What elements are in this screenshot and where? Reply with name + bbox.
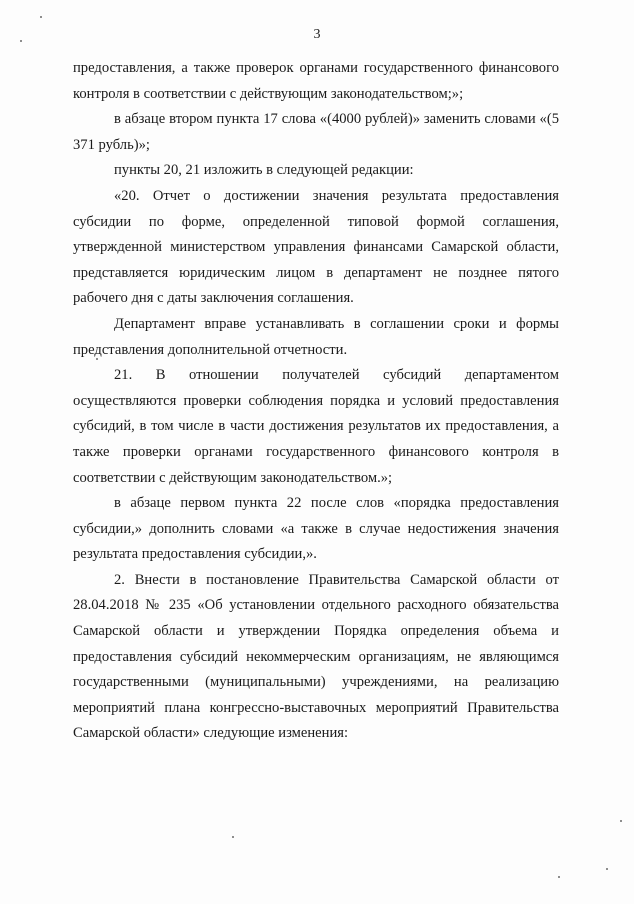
- scan-speck: [40, 16, 42, 18]
- paragraph-amend-point-17: в абзаце втором пункта 17 слова «(4000 рублей)» заменить словами «(5 371 рубль)»;: [73, 111, 559, 153]
- paragraph-point-20: «20. Отчет о достижении значения результата предоставления субсидии по форме, определенной типовой формой соглашения, утвержденной министерством управления финансами Самарской области, представляется юридическим лицом в департамент не позднее пятого рабочего дня с даты заключения соглашения.: [73, 187, 559, 307]
- paragraph-amend-point-22: в абзаце первом пункта 22 после слов «порядка предоставления субсидии,» дополнить словами «а также в случае недостижения значения результата предоставления субсидии,».: [73, 495, 559, 563]
- paragraph-department-reporting: Департамент вправе устанавливать в соглашении сроки и формы представления дополнительной отчетности.: [73, 315, 559, 358]
- scan-speck: [620, 820, 622, 822]
- scan-speck: [20, 40, 22, 42]
- page-number: 3: [313, 27, 321, 42]
- scan-speck: [232, 836, 234, 838]
- scan-speck: [558, 876, 560, 878]
- paragraph-continuation: предоставления, а также проверок органами государственного финансового контроля в соответствии с действующим законодательством;»;: [73, 60, 559, 102]
- document-body: [73, 56, 559, 747]
- scan-speck: [96, 358, 98, 360]
- paragraph-point-21: 21. В отношении получателей субсидий департаментом осуществляются проверки соблюдения порядка и условий предоставления субсидий, в том числе в части достижения результатов их предоставления, а также проверки органами государственного финансового контроля в соответствии с действующим законодательством.»;: [73, 367, 559, 486]
- paragraph-points-20-21-intro: пункты 20, 21 изложить в следующей редакции:: [114, 162, 414, 179]
- paragraph-item-2: 2. Внести в постановление Правительства Самарской области от 28.04.2018 № 235 «Об установлении отдельного расходного обязательства Самарской области и утверждении Порядка определения объема и предоставления субсидий некоммерческим организациям, не являющимся государственными (муниципальными) учреждениями, на реализацию мероприятий плана конгрессно-выставочных мероприятий Правительства Самарской области» следующие изменения:: [73, 571, 559, 742]
- scan-speck: [606, 868, 608, 870]
